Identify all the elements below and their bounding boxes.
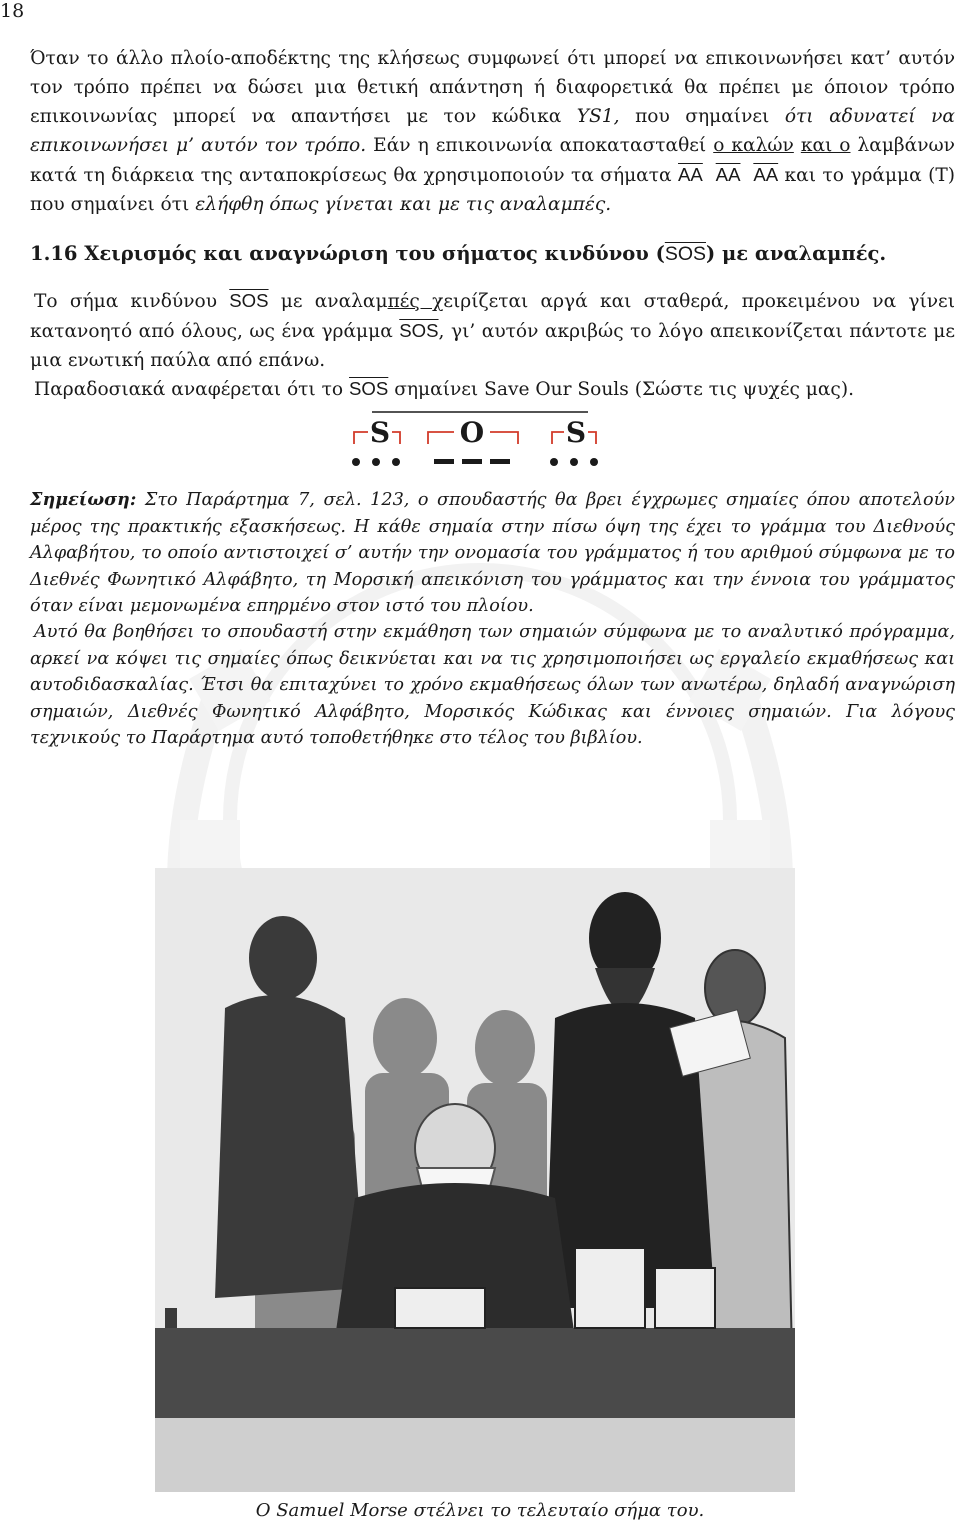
- morse-letter-o: O: [459, 416, 485, 449]
- figure-caption: [0, 1500, 960, 1521]
- note-paragraph: [30, 487, 955, 620]
- text-run: Όταν το άλλο πλοίο-αποδέκτης της κλήσεως συμφωνεί ότι μπορεί να επικοινωνήσει κατ’ αυτόν τον τρόπο πρέπει να δώσει μια θετική απάντηση ή διαφορετικά θα πρέπει με όποιον τρόπο επικοινωνίας μπορεί να απαντήσει με τον κώδικα: [30, 48, 955, 127]
- heading-text: ) με αναλαμπές.: [706, 242, 887, 265]
- heading-text: 1.16 Χειρισμός και αναγνώριση του σήματος κινδύνου (: [30, 242, 665, 265]
- caption-text: στέλνει το τελευταίο σήμα του.: [407, 1500, 705, 1521]
- code-ys1: YS1,: [576, 106, 620, 127]
- tradition-paragraph: [30, 374, 955, 404]
- note-text: Στο Παράρτημα 7, σελ. 123, ο σπουδαστής θα βρει έγχρωμες σημαίες όπου αποτελούν μέρος της πρακτικής εξασκήσεως. Η κάθε σημαία στην πίσω όψη της έχει το γράμμα του Διεθνούς Αλφαβήτου, το οποίο αντιστοιχεί σ’ αυτήν την ονομασία του γράμματος ή του αριθμού σύμφωνα με το Διεθνές Φωνητικό Αλφάβητο, τη Μορσική απεικόνιση του γράμματος και την έννοια του γράμματος όταν είναι μεμονωμένα επηρμένο στον ιστό του πλοίου.: [30, 490, 955, 616]
- morse-dashes-o: [434, 459, 510, 464]
- text-run: [794, 135, 801, 156]
- sos-term: $\overline{SOS}$: [229, 290, 269, 311]
- caption-name: O Samuel Morse: [255, 1500, 408, 1521]
- text-run: ειρίζεται αργά και σταθερά, προκειμένου να γίνει κατανοητό από όλους, ως ένα γράμμα: [30, 291, 955, 342]
- text-run: Το σήμα κινδύνου: [34, 291, 230, 312]
- sos-morse-diagram: [350, 408, 610, 474]
- sos-term: SOS: [664, 243, 706, 265]
- text-run: με αναλαμ: [268, 291, 388, 312]
- meaning-text: ότι αδυνατεί να επικοινωνήσει μ’ αυτόν τον τρόπο.: [30, 106, 955, 156]
- received-text: ελήφθη όπως γίνεται και με τις αναλαμπές.: [195, 194, 612, 215]
- underlined-text: πές χ: [387, 291, 444, 312]
- text-run: και το γράμμα (Τ) που σημαίνει ότι: [30, 165, 955, 215]
- sos-term: $\overline{SOS}$: [349, 378, 389, 399]
- morse-dots-s2: [550, 458, 598, 466]
- signal-aa: $\overline{AA}$: [753, 164, 779, 185]
- text-run: , γι’ αυτόν ακριβώς το λόγο απεικονίζεται πάντοτε με μια ενωτική παύλα από επάνω.: [30, 321, 955, 371]
- morse-letter-s: S: [565, 416, 587, 449]
- page-number: 18: [0, 0, 25, 22]
- text-run: Εάν η επικοινωνία αποκατασταθεί: [366, 135, 714, 156]
- sos-paragraph: [30, 286, 955, 375]
- section-heading: [30, 242, 886, 266]
- text-run: σημαίνει Save Our Souls (Σώστε τις ψυχές μας).: [388, 379, 855, 400]
- note-paragraph-2: Αυτό θα βοηθήσει το σπουδαστή στην εκμάθηση των σημαιών σύμφωνα με το αναλυτικό πρόγραμμα, αρκεί να κόψει τις σημαίες όπως δεικνύεται και να τις χρησιμοποιήσει ως εργαλείο εκμαθήσεως και αυτοδιδασκαλίας. Έτσι θα επιταχύνει το χρόνο εκμαθήσεως όλων των ανωτέρω, δηλαδή αναγνώριση σημαιών, Διεθνές Φωνητικό Αλφάβητο, Μορσικός Κώδικας και έννοιες σημαιών. Για λόγους τεχνικούς το Παράρτημα αυτό τοποθετήθηκε στο τέλος του βιβλίου.: [30, 622, 955, 748]
- sos-term: $\overline{SOS}$: [399, 320, 439, 341]
- signal-aa: $\overline{AA}$: [678, 164, 703, 185]
- signal-aa: $\overline{AA}$: [715, 164, 741, 185]
- text-run: λαμβάνων κατά τη διάρκεια της ανταποκρίσεως θα χρησιμοποιούν τα σήματα: [30, 135, 955, 186]
- morse-engraving-illustration: [155, 868, 795, 1492]
- caller-term: ο καλών: [713, 135, 794, 156]
- morse-dots-s1: [352, 458, 400, 466]
- text-run: που σημαίνει: [619, 106, 785, 127]
- text-run: Παραδοσιακά αναφέρεται ότι το: [34, 379, 350, 400]
- intro-paragraph: [30, 44, 955, 219]
- morse-letter-s: S: [369, 416, 391, 449]
- note-label: Σημείωση:: [30, 489, 137, 510]
- receiver-term: και ο: [800, 135, 851, 156]
